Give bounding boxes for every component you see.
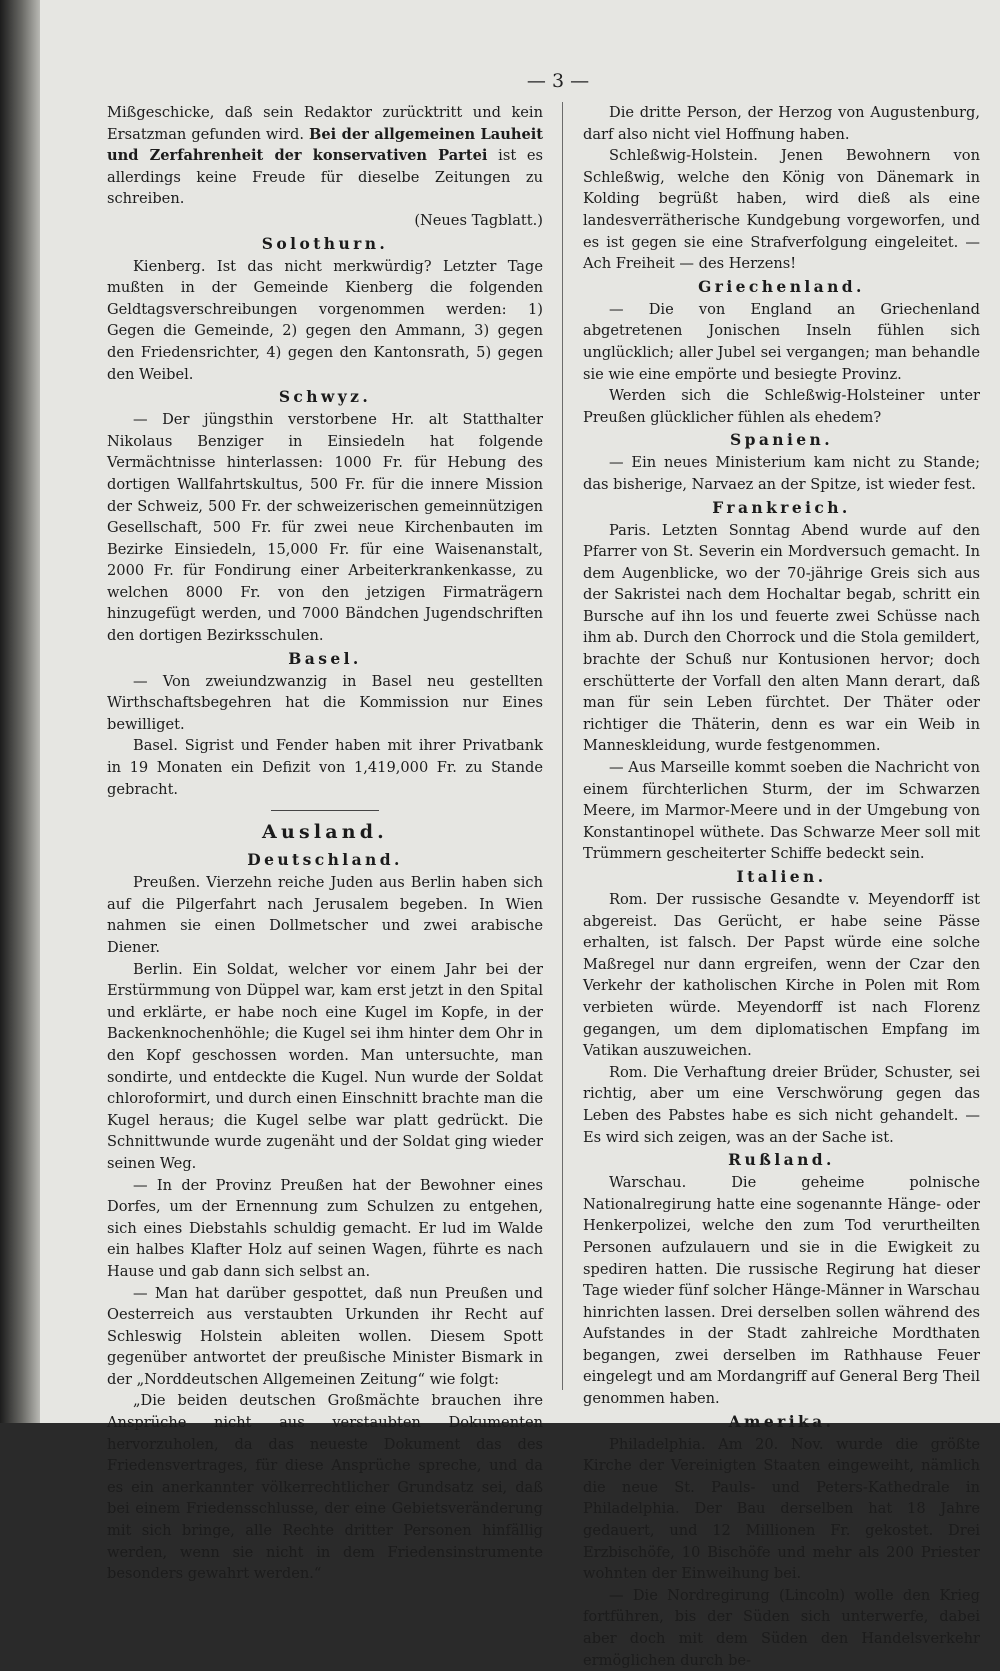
heading-spanien: Spanien. [729, 430, 834, 450]
article-kienberg: Kienberg. Ist das nicht merkwürdig? Letzter Tage mußten in der Gemeinde Kienberg die folgenden Geldtagsverschreibungen vorgenommen werden: 1) Gegen die Gemeinde, 2) gegen den Ammann, 3) gegen den Friedensrichter, 4) gegen den Kantonsrath, 5) gegen den Weibel. [107, 257, 543, 383]
article-rom-1: Rom. Der russische Gesandte v. Meyendorff ist abgereist. Das Gerücht, er habe seine Pässe erhalten, ist falsch. Der Papst würde eine solche Maßregel nur dann ergreifen, wenn der Czar den Verkehr der katholischen Kirche in Polen mit Rom verbieten würde. Meyendorff ist nach Florenz gegangen, um dem diplomatischen Empfang im Vatikan auszuweichen. [583, 891, 980, 1060]
heading-amerika: Amerika. [728, 1411, 835, 1431]
heading-ausland: Ausland. [262, 821, 388, 844]
article-schleswig: Schleßwig-Holstein. Jenen Bewohnern von Schleßwig, welche den König von Dänemark in Kolding begrüßt haben, wird dieß als eine landesverrätherische Kundgebung vorgeworfen, und es ist gegen sie eine Strafverfolgung eingeleitet. — Ach Freiheit — des Herzens! [583, 147, 980, 273]
book-spine [0, 0, 40, 1423]
article-basel-bank: Basel. Sigrist und Fender haben mit ihrer Privatbank in 19 Monaten ein Defizit von 1,419,000 Fr. zu Stande gebracht. [107, 737, 543, 798]
right-column [583, 102, 980, 1669]
article-source: (Neues Tagblatt.) [414, 211, 543, 229]
article-quote: „Die beiden deutschen Großmächte brauchen ihre Ansprüche nicht aus verstaubten Dokumenten hervorzuholen, da das neueste Dokument das des Friedensvertrages, für diese Ansprüche spreche, und da es ein anerkannter völkerrechtlicher Grundsatz sei, daß bei einem Friedensschlusse, der eine Gebietsveränderung mit sich bringe, alle Rechte dritter Personen hinfällig werden, wenn sie nicht in dem Friedensinstrumente besonders gewahrt werden.“ [107, 1392, 543, 1583]
article-mishaps [107, 102, 543, 210]
article-spott: — Man hat darüber gespottet, daß nun Preußen und Oesterreich aus verstaubten Urkunden ihr Recht auf Schleswig Holstein ableiten wollen. Diesem Spott gegenüber antwortet der preußische Minister Bismark in der „Norddeutschen Allgemeinen Zeitung“ wie folgt: [107, 1284, 543, 1388]
article-lincoln: — Die Nordregirung (Lincoln) wolle den Krieg fortführen, bis der Süden sich unterwerfe, dabei aber doch mit dem Süden den Handelsverkehr ermöglichen durch be- [583, 1586, 980, 1669]
heading-frankreich: Frankreich. [712, 497, 851, 517]
newspaper-page [40, 0, 1000, 1669]
article-basel-wirthschaft: — Von zweiundzwanzig in Basel neu gestellten Wirthschaftsbegehren hat die Kommission nur Eines bewilliget. [107, 672, 543, 733]
article-mishaps-tail: ist es allerdings keine Freude für dieselbe Zeitungen zu schreiben. [107, 147, 544, 208]
article-werden: Werden sich die Schleßwig-Holsteiner unter Preußen glücklicher fühlen als ehedem? [583, 387, 980, 426]
heading-basel: Basel. [288, 648, 362, 668]
heading-italien: Italien. [736, 867, 827, 886]
heading-schwyz: Schwyz. [278, 387, 372, 407]
article-berlin: Berlin. Ein Soldat, welcher vor einem Jahr bei der Erstürmmung von Düppel war, kam erst jetzt in den Spital und erklärte, er habe noch eine Kugel im Kopfe, in der Backenknochenhöhle; die Kugel sei ihm hinter dem Ohr in den Kopf geschossen worden. Man untersuchte, man sondirte, und entdeckte die Kugel. Nun wurde der Soldat chloroformirt, und durch einen Einschnitt brachte man die Kugel heraus; die Kugel selbe war platt gedrückt. Die Schnittwunde wurde zugenäht und der Soldat ging wieder seinen Weg. [107, 960, 543, 1172]
article-philadelphia: Philadelphia. Am 20. Nov. wurde die größte Kirche der Vereinigten Staaten eingeweiht, nämlich die neue St. Pauls- und Peters-Kathedrale in Philadelphia. Der Bau derselben hat 18 Jahre gedauert, und 12 Millionen Fr. gekostet. Drei Erzbischöfe, 10 Bischöfe und mehr als 200 Priester wohnten der Einweihung bei. [583, 1435, 980, 1583]
left-column [107, 102, 544, 1583]
article-mishaps-bold: Bei der allgemeinen Lauheit und Zerfahrenheit der konservativen Partei [107, 125, 544, 165]
article-ionisch: — Die von England an Griechenland abgetretenen Jonischen Inseln fühlen sich unglücklich; aller Jubel sei vergangen; man behandle sie wie eine empörte und besiegte Provinz. [583, 300, 980, 383]
article-paris: Paris. Letzten Sonntag Abend wurde auf den Pfarrer von St. Severin ein Mordversuch gemacht. In dem Augenblicke, wo der 70-jährige Greis sich aus der Sakristei nach dem Hochaltar begab, schritt ein Bursche auf ihn los und feuerte zwei Schüsse nach ihm ab. Durch den Chorrock und die Stola gemildert, brachte der Schuß nur Kontusionen hervor; doch erschütterte der Vorfall den alten Mann derart, daß man für sein Leben fürchtet. Der Thäter oder richtiger die Thäterin, denn es war ein Weib in Manneskleidung, wurde festgenommen. [583, 521, 980, 755]
article-preussen: Preußen. Vierzehn reiche Juden aus Berlin haben sich auf die Pilgerfahrt nach Jerusalem begeben. In Wien nahmen sie einen Dollmetscher und zwei arabische Diener. [107, 874, 543, 956]
article-mishaps-text: Mißgeschicke, daß sein Redaktor zurücktritt und kein Ersatzman gefunden wird. [107, 104, 543, 143]
heading-solothurn: Solothurn. [261, 233, 389, 253]
article-warschau: Warschau. Die geheime polnische Nationalregirung hatte eine sogenannte Hänge- oder Henkerpolizei, welche den zum Tod verurtheilten Personen aufzulauern und sie in die Ewigkeit zu spediren hatten. Die russische Regirung hat dieser Tage wieder fünf solcher Hänge-Männer in Warschau hinrichten lassen. Drei derselben sollen während des Aufstandes in der Stadt zahlreiche Mordthaten begangen, zwei derselben im Rathhause Feuer eingelegt und am Mordangriff auf General Berg Theil genommen haben. [583, 1174, 980, 1408]
article-provinz: — In der Provinz Preußen hat der Bewohner eines Dorfes, um der Ernennung zum Schulzen zu entgehen, sich eines Diebstahls schuldig gemacht. Er lud im Walde ein halbes Klafter Holz auf seinen Wagen, führte es nach Hause und gab dann sich selbst an. [107, 1176, 543, 1280]
heading-russland: Rußland. [728, 1150, 835, 1170]
heading-deutschland: Deutschland. [247, 850, 403, 870]
article-benziger: — Der jüngsthin verstorbene Hr. alt Statthalter Nikolaus Benziger in Einsiedeln hat folgende Vermächtnisse hinterlassen: 1000 Fr. für Hebung des dortigen Wallfahrtskultus, 500 Fr. für die innere Mission der Schweiz, 500 Fr. der schweizerischen gemeinnützigen Gesellschaft, 500 Fr. für zwei neue Kirchenbauten im Bezirke Einsiedeln, 15,000 Fr. für eine Waisenanstalt, 2000 Fr. für Fondirung einer Arbeiterkrankenkasse, zu welchen 8000 Fr. von den jetzigen Firmaträgern hinzugefügt werden, und 7000 Bändchen Jugendschriften den dortigen Bezirksschulen. [107, 411, 543, 645]
heading-griechenland: Griechenland. [698, 276, 865, 296]
column-rule [562, 102, 563, 1390]
page-number: — 3 — [526, 70, 590, 92]
article-spanien: — Ein neues Ministerium kam nicht zu Stande; das bisherige, Narvaez an der Spitze, ist wieder fest. [583, 454, 980, 493]
article-marseille: — Aus Marseille kommt soeben die Nachricht von einem fürchterlichen Sturm, der im Schwarzen Meere, im Marmor-Meere und in der Umgebung von Konstantinopel wüthete. Das Schwarze Meer soll mit Trümmern gescheiterter Schiffe bedeckt sein. [583, 759, 980, 863]
article-rom-2: Rom. Die Verhaftung dreier Brüder, Schuster, sei richtig, aber um eine Verschwörung gegen das Leben des Pabstes habe es sich nicht gehandelt. — Es wird sich zeigen, was an der Sache ist. [583, 1063, 980, 1146]
section-divider [271, 810, 379, 811]
article-dritte-person: Die dritte Person, der Herzog von Augustenburg, darf also nicht viel Hoffnung haben. [583, 104, 980, 143]
